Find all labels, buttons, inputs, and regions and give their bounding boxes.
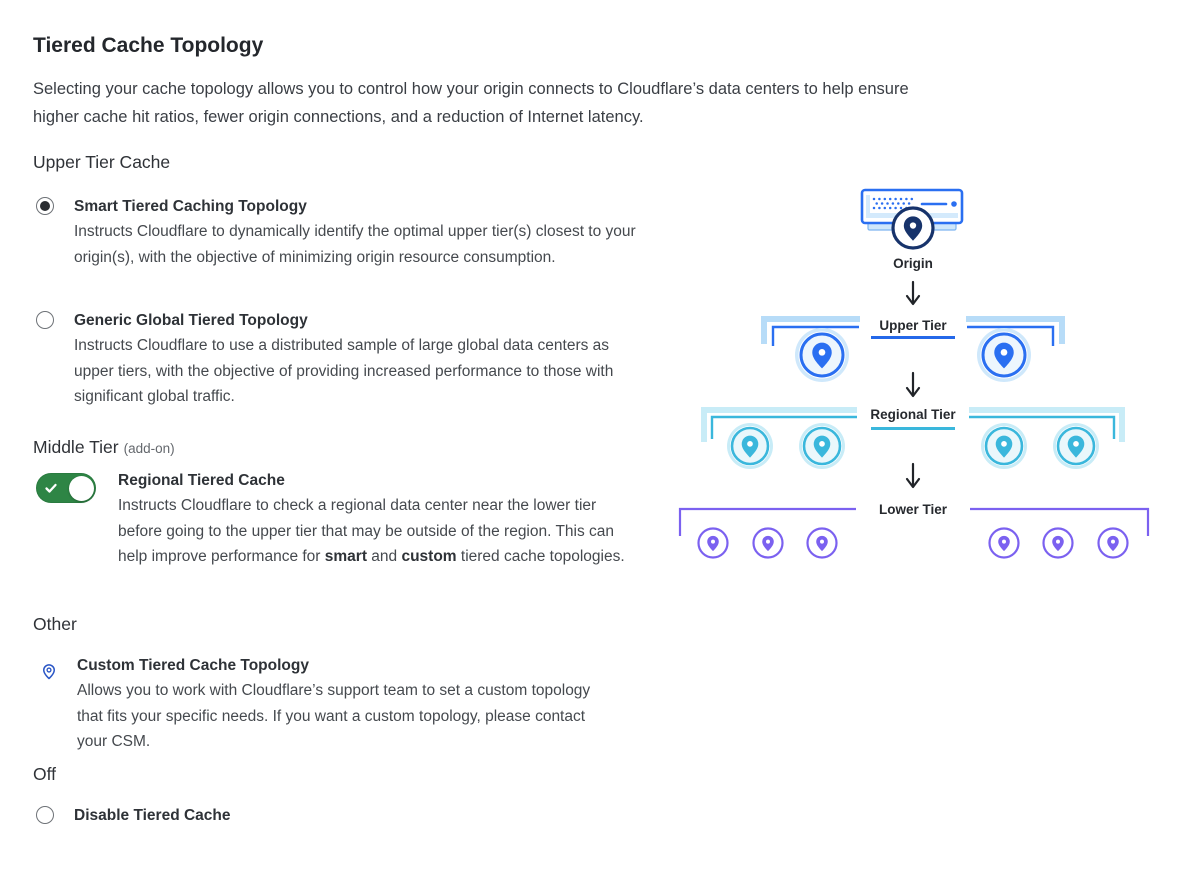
middle-tier-label: Middle Tier bbox=[33, 437, 119, 457]
origin-pin-icon bbox=[893, 208, 933, 248]
option-title-regional: Regional Tiered Cache bbox=[118, 472, 285, 489]
option-desc-generic: Instructs Cloudflare to use a distributed sample of large global data centers as upper tiers, with the objective of providing increased performance to those with significant global traffic. bbox=[74, 337, 614, 405]
option-desc-smart: Instructs Cloudflare to dynamically identify the optimal upper tier(s) closest to your origin(s), with the objective of minimizing origin resource consumption. bbox=[74, 223, 636, 266]
map-pin-icon bbox=[754, 529, 783, 558]
map-pin-icon bbox=[977, 328, 1031, 382]
radio-disable-tiered-cache[interactable] bbox=[36, 806, 54, 824]
page-description: Selecting your cache topology allows you to control how your origin connects to Cloudflare’s data centers to help ensure higher cache hit ratios, fewer origin connections, and a reduction of Internet latency. bbox=[33, 80, 909, 126]
bold-custom: custom bbox=[401, 548, 457, 565]
page-title: Tiered Cache Topology bbox=[33, 34, 264, 57]
option-desc-regional: Instructs Cloudflare to check a regional data center near the lower tier before going to the upper tier that may be outside of the region. This can help improve performance for smart and custom tiered cache topologies. bbox=[118, 497, 625, 565]
check-icon bbox=[44, 481, 58, 495]
option-title-smart: Smart Tiered Caching Topology bbox=[74, 198, 307, 215]
map-pin-icon bbox=[1044, 529, 1073, 558]
bold-smart: smart bbox=[324, 548, 367, 565]
custom-topology-pin-icon bbox=[39, 661, 59, 681]
down-arrow-icon bbox=[907, 373, 919, 396]
option-title-custom: Custom Tiered Cache Topology bbox=[77, 657, 309, 674]
map-pin-icon bbox=[808, 529, 837, 558]
map-pin-icon bbox=[1099, 529, 1128, 558]
map-pin-icon bbox=[981, 423, 1027, 469]
radio-generic-global-tiered[interactable] bbox=[36, 311, 54, 329]
origin-label: Origin bbox=[893, 256, 933, 271]
toggle-knob[interactable] bbox=[69, 476, 94, 501]
option-regional-tiered-cache bbox=[36, 468, 638, 570]
section-header-middle-tier bbox=[33, 436, 175, 460]
regional-tier-underline bbox=[871, 427, 955, 430]
down-arrow-icon bbox=[907, 282, 919, 304]
upper-tier-label: Upper Tier bbox=[879, 318, 947, 333]
section-header-other: Other bbox=[33, 614, 77, 634]
upper-tier-underline bbox=[871, 336, 955, 339]
map-pin-icon bbox=[699, 529, 728, 558]
regional-tier-label: Regional Tier bbox=[870, 407, 956, 422]
map-pin-icon bbox=[1053, 423, 1099, 469]
option-custom-tiered-cache bbox=[36, 653, 612, 755]
option-generic-global-tiered bbox=[36, 308, 649, 410]
map-pin-icon bbox=[795, 328, 849, 382]
option-title-disable: Disable Tiered Cache bbox=[74, 807, 231, 824]
topology-diagram bbox=[658, 183, 1170, 575]
toggle-regional-tiered-cache[interactable] bbox=[36, 473, 96, 503]
map-pin-icon bbox=[799, 423, 845, 469]
section-header-off: Off bbox=[33, 764, 57, 784]
lower-tier-label: Lower Tier bbox=[878, 502, 948, 517]
option-title-generic: Generic Global Tiered Topology bbox=[74, 312, 308, 329]
section-header-upper-tier-cache: Upper Tier Cache bbox=[33, 152, 171, 172]
down-arrow-icon bbox=[907, 464, 919, 487]
option-disable-tiered-cache bbox=[36, 803, 231, 828]
option-desc-custom: Allows you to work with Cloudflare’s support team to set a custom topology that fits your specific needs. If you want a custom topology, please contact your CSM. bbox=[77, 682, 591, 750]
option-smart-tiered-caching bbox=[36, 194, 649, 270]
addon-badge: (add-on) bbox=[123, 441, 175, 456]
map-pin-icon bbox=[727, 423, 773, 469]
map-pin-icon bbox=[990, 529, 1019, 558]
radio-smart-tiered-caching[interactable] bbox=[36, 197, 54, 215]
